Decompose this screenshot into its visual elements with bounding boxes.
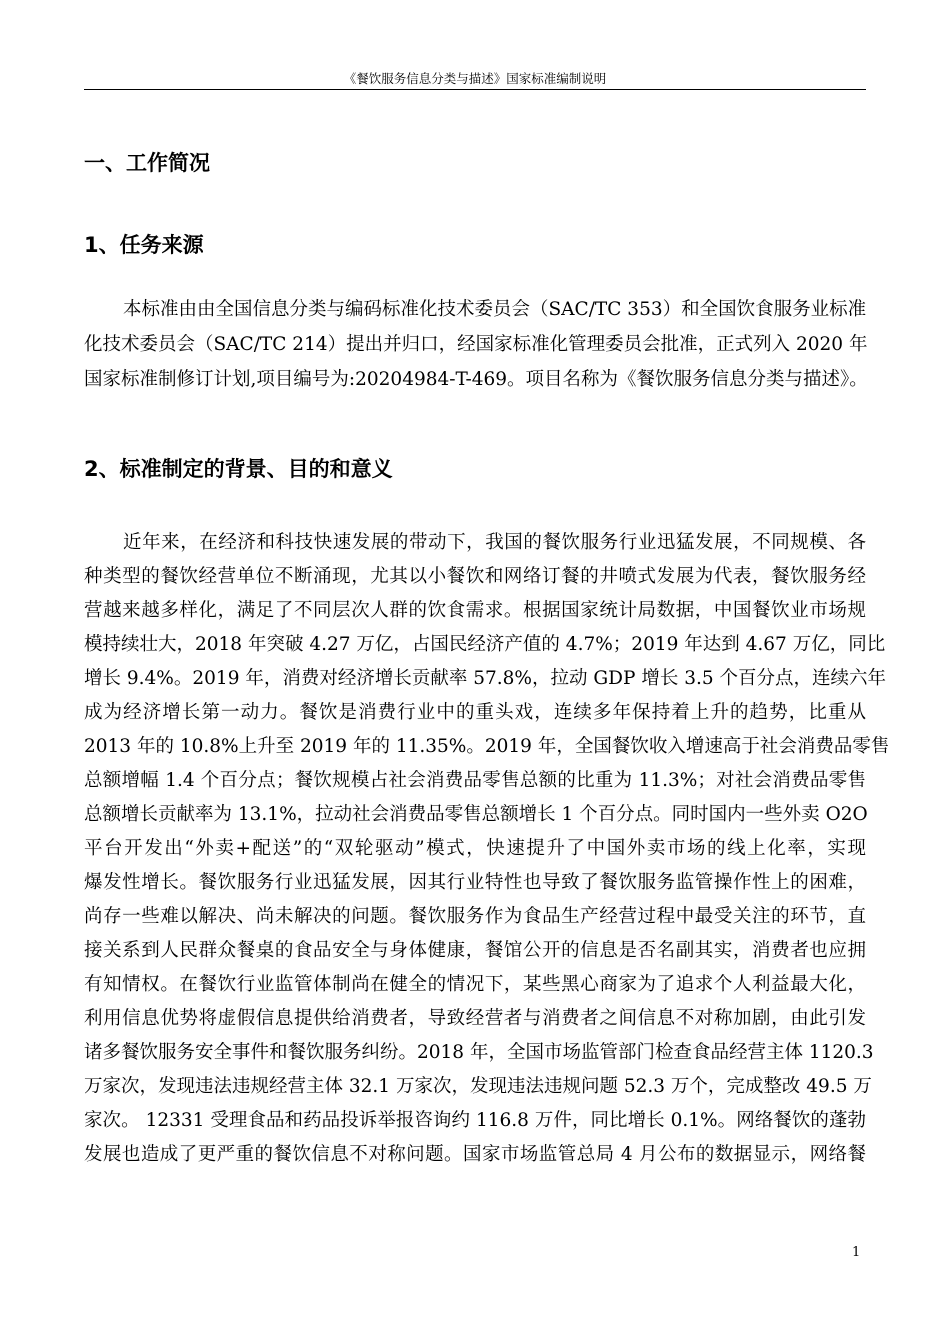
text-line: 家次。 12331 受理食品和药品投诉举报咨询约 116.8 万件，同比增长 0.1%。网络餐饮的蓬勃: [84, 1110, 866, 1131]
text-line: 近年来，在经济和科技快速发展的带动下，我国的餐饮服务行业迅猛发展，不同规模、各: [123, 532, 866, 553]
header-rule: [84, 89, 866, 90]
text-line: 国家标准制修订计划,项目编号为:20204984-T-469。项目名称为《餐饮服务信息分类与描述》。: [84, 369, 868, 390]
running-header: 《餐饮服务信息分类与描述》国家标准编制说明: [343, 71, 607, 86]
text-line: 总额增幅 1.4 个百分点；餐饮规模占社会消费品零售总额的比重为 11.3%；对社会消费品零售: [84, 770, 866, 791]
heading-work-overview: 一、工作简况: [84, 151, 210, 175]
text-line: 利用信息优势将虚假信息提供给消费者，导致经营者与消费者之间信息不对称加剧，由此引发: [84, 1008, 866, 1029]
text-line: 化技术委员会（SAC/TC 214）提出并归口，经国家标准化管理委员会批准，正式列入 2020 年: [84, 334, 868, 355]
text-line: 诸多餐饮服务安全事件和餐饮服务纠纷。2018 年，全国市场监管部门检查食品经营主体 1120.3: [84, 1042, 874, 1063]
heading-background: 2、标准制定的背景、目的和意义: [84, 457, 393, 481]
text-line: 万家次，发现违法违规经营主体 32.1 万家次，发现违法违规问题 52.3 万个，完成整改 49.5 万: [84, 1076, 872, 1097]
text-line: 平台开发出“外卖+配送”的“双轮驱动”模式，快速提升了中国外卖市场的线上化率，实现: [84, 838, 866, 859]
text-line: 本标准由由全国信息分类与编码标准化技术委员会（SAC/TC 353）和全国饮食服务业标准: [123, 299, 867, 320]
text-line: 营越来越多样化，满足了不同层次人群的饮食需求。根据国家统计局数据，中国餐饮业市场规: [84, 600, 866, 621]
text-line: 发展也造成了更严重的餐饮信息不对称问题。国家市场监管总局 4 月公布的数据显示，网络餐: [84, 1144, 866, 1165]
text-line: 有知情权。在餐饮行业监管体制尚在健全的情况下，某些黑心商家为了追求个人利益最大化，: [84, 974, 866, 995]
heading-task-source: 1、任务来源: [84, 233, 204, 257]
text-line: 模持续壮大，2018 年突破 4.27 万亿，占国民经济产值的 4.7%；2019 年达到 4.67 万亿，同比: [84, 634, 886, 655]
text-line: 种类型的餐饮经营单位不断涌现，尤其以小餐饮和网络订餐的井喷式发展为代表，餐饮服务经: [84, 566, 866, 587]
text-line: 2013 年的 10.8%上升至 2019 年的 11.35%。2019 年，全国餐饮收入增速高于社会消费品零售: [84, 736, 890, 757]
text-line: 爆发性增长。餐饮服务行业迅猛发展，因其行业特性也导致了餐饮服务监管操作性上的困难，: [84, 872, 866, 893]
text-line: 成为经济增长第一动力。餐饮是消费行业中的重头戏，连续多年保持着上升的趋势，比重从: [84, 702, 866, 723]
text-line: 增长 9.4%。2019 年，消费对经济增长贡献率 57.8%，拉动 GDP 增长 3.5 个百分点，连续六年: [84, 668, 886, 689]
text-line: 接关系到人民群众餐桌的食品安全与身体健康，餐馆公开的信息是否名副其实，消费者也应拥: [84, 940, 866, 961]
page-number: 1: [852, 1245, 861, 1260]
text-line: 总额增长贡献率为 13.1%，拉动社会消费品零售总额增长 1 个百分点。同时国内一些外卖 O2O: [84, 804, 868, 825]
text-line: 尚存一些难以解决、尚未解决的问题。餐饮服务作为食品生产经营过程中最受关注的环节，直: [84, 906, 866, 927]
